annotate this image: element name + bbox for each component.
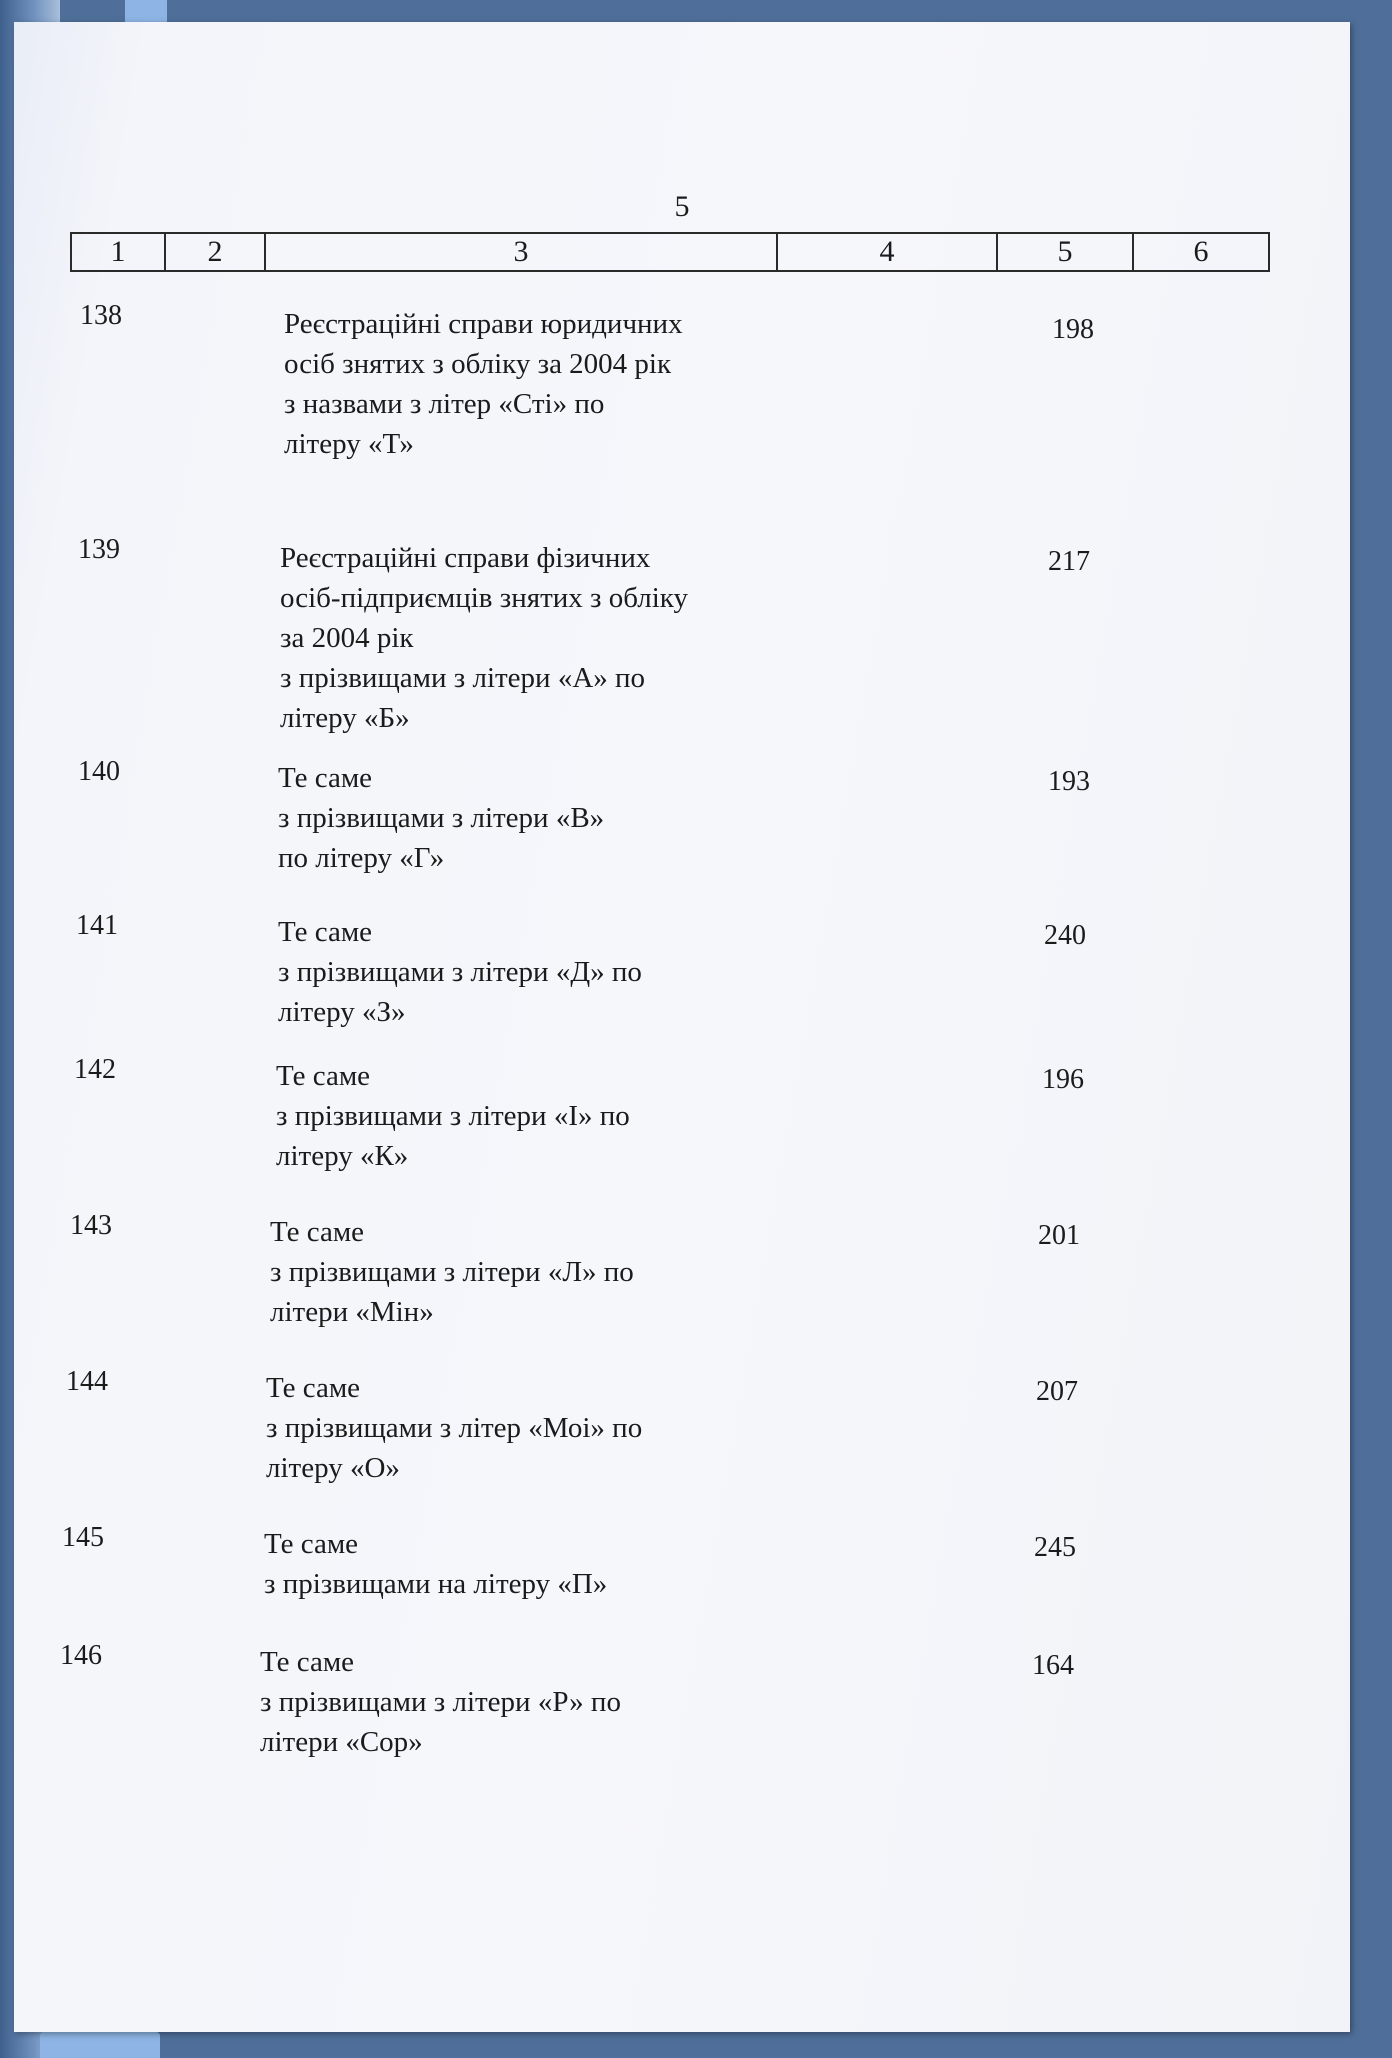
column-header-table	[70, 232, 1270, 272]
row-count: 164	[1032, 1650, 1074, 1681]
description-line: літеру «Т»	[284, 428, 414, 460]
header-col-1: 1	[72, 234, 166, 270]
description-line: з прізвищами з літери «Л» по	[270, 1256, 634, 1288]
description-line: Те саме	[266, 1372, 361, 1404]
description-line: з назвами з літер «Сті» по	[284, 388, 605, 420]
description-line: літери «Сор»	[260, 1726, 423, 1758]
description-line: за 2004 рік	[280, 622, 414, 654]
description-line: з прізвищами з літери «І» по	[276, 1100, 630, 1132]
description-line: літеру «О»	[266, 1452, 400, 1484]
row-number: 145	[62, 1522, 104, 1553]
row-number: 146	[60, 1640, 102, 1671]
description-line: Те саме	[270, 1216, 365, 1248]
header-col-4: 4	[778, 234, 998, 270]
row-description	[260, 1642, 621, 1762]
header-col-3: 3	[266, 234, 778, 270]
row-number: 143	[70, 1210, 112, 1241]
document-page	[14, 22, 1350, 2032]
row-number: 138	[80, 300, 122, 331]
row-description	[278, 758, 604, 878]
description-line: Реєстраційні справи юридичних	[284, 308, 683, 340]
description-line: осіб знятих з обліку за 2004 рік	[284, 348, 672, 380]
row-number: 139	[78, 534, 120, 565]
row-number: 144	[66, 1366, 108, 1397]
description-line: Те саме	[264, 1528, 359, 1560]
row-number: 142	[74, 1054, 116, 1085]
description-line: літери «Мін»	[270, 1296, 434, 1328]
description-line: по літеру «Г»	[278, 842, 445, 874]
description-line: Те саме	[278, 916, 373, 948]
row-description	[270, 1212, 634, 1332]
row-count: 207	[1036, 1376, 1078, 1407]
description-line: з прізвищами з літер «Моі» по	[266, 1412, 643, 1444]
description-line: літеру «Б»	[280, 702, 410, 734]
description-line: літеру «З»	[278, 996, 406, 1028]
row-description	[276, 1056, 630, 1176]
description-line: з прізвищами з літери «В»	[278, 802, 605, 834]
header-col-5: 5	[998, 234, 1134, 270]
description-line: літеру «К»	[276, 1140, 409, 1172]
row-count: 245	[1034, 1532, 1076, 1563]
row-count: 198	[1052, 314, 1094, 345]
description-line: з прізвищами на літеру «П»	[264, 1568, 608, 1600]
binding-tape-bottom	[40, 2032, 160, 2058]
description-line: з прізвищами з літери «А» по	[280, 662, 646, 694]
row-number: 140	[78, 756, 120, 787]
description-line: з прізвищами з літери «Д» по	[278, 956, 642, 988]
description-line: Те саме	[278, 762, 373, 794]
row-description	[278, 912, 642, 1032]
row-count: 196	[1042, 1064, 1084, 1095]
row-description	[284, 304, 683, 464]
description-line: Те саме	[260, 1646, 355, 1678]
row-count: 217	[1048, 546, 1090, 577]
header-col-6: 6	[1193, 235, 1209, 268]
description-line: з прізвищами з літери «Р» по	[260, 1686, 621, 1718]
row-count: 201	[1038, 1220, 1080, 1251]
header-col-2: 2	[166, 234, 266, 270]
description-line: Те саме	[276, 1060, 371, 1092]
row-count: 193	[1048, 766, 1090, 797]
row-description	[266, 1368, 642, 1488]
row-description	[280, 538, 688, 738]
row-number: 141	[76, 910, 118, 941]
page-number: 5	[674, 190, 690, 223]
row-description	[264, 1524, 607, 1604]
description-line: Реєстраційні справи фізичних	[280, 542, 651, 574]
description-line: осіб-підприємців знятих з обліку	[280, 582, 688, 614]
row-count: 240	[1044, 920, 1086, 951]
